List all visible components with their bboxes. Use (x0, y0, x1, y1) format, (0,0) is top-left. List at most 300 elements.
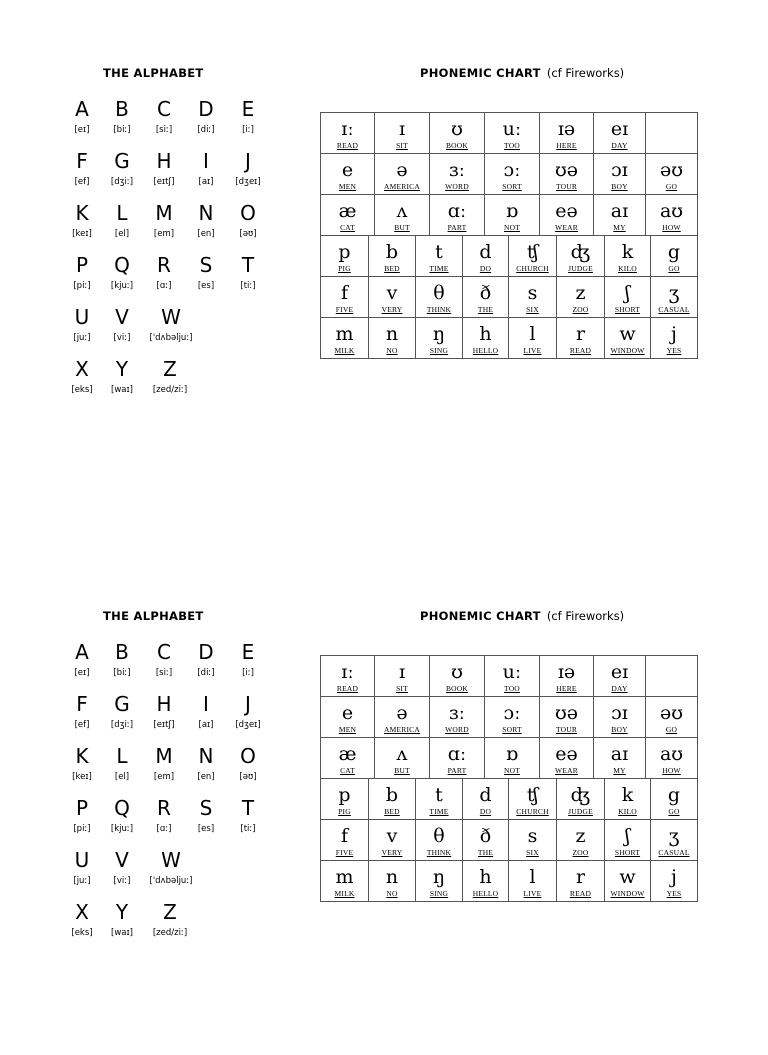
alphabet-letter-cell (228, 693, 268, 731)
alphabet-letter-cell (62, 693, 102, 731)
phoneme-symbol: j (671, 323, 677, 345)
alphabet-letter-cell (62, 901, 102, 939)
consonant-cell (415, 276, 462, 317)
consonant-cell (556, 317, 604, 358)
alphabet-letter: I (203, 692, 209, 716)
alphabet-letter: Z (163, 900, 177, 924)
example-word: HOW (662, 223, 681, 232)
example-word: BOOK (445, 684, 469, 693)
alphabet-letter: K (75, 744, 89, 768)
example-word: WORD (445, 725, 469, 734)
phoneme-symbol: ɑː (447, 743, 467, 765)
phonemic-chart-subtitle: (cf Fireworks) (546, 609, 625, 623)
alphabet-letter: P (75, 253, 89, 277)
example-word: SIX (526, 848, 539, 857)
section-1 (0, 0, 768, 512)
consonant-cell (508, 235, 556, 276)
example-word: BOY (611, 725, 628, 734)
alphabet-letter-cell (62, 202, 102, 240)
alphabet-pronunciation: [ɑː] (156, 824, 172, 834)
phoneme-symbol: aʊ (659, 200, 684, 222)
alphabet-letter: X (75, 900, 89, 924)
alphabet-letter-cell (144, 797, 184, 835)
phoneme-symbol: ʒ (668, 282, 680, 304)
example-word: PIG (338, 807, 351, 816)
alphabet-pronunciation: [kjuː] (110, 824, 134, 834)
alphabet-letter: Q (114, 253, 130, 277)
phonemic-chart-heading: PHONEMIC CHART (420, 609, 541, 623)
consonant-cell (556, 235, 604, 276)
phoneme-symbol: d (479, 784, 492, 806)
alphabet-pronunciation: [əʊ] (239, 772, 257, 782)
alphabet-letter: L (116, 744, 128, 768)
phoneme-symbol: aɪ (610, 200, 629, 222)
alphabet-letter: R (157, 253, 171, 277)
example-word: CAT (340, 223, 355, 232)
alphabet-letter: G (114, 149, 130, 173)
phoneme-symbol: s (527, 282, 538, 304)
alphabet-letter-cell (228, 150, 268, 188)
example-word: WINDOW (610, 346, 645, 355)
example-word: READ (336, 141, 359, 150)
alphabet-pronunciation: [tiː] (240, 824, 256, 834)
phoneme-symbol: ʧ (526, 241, 539, 263)
phonemic-chart-title (420, 609, 624, 623)
alphabet-letter-cell (144, 254, 184, 292)
phoneme-symbol: z (575, 825, 586, 847)
alphabet-pronunciation: [diː] (197, 668, 215, 678)
alphabet-letter: Q (114, 796, 130, 820)
alphabet-letter: A (75, 97, 89, 121)
example-word: JUDGE (568, 807, 593, 816)
phoneme-symbol: w (619, 866, 636, 888)
consonant-cell (508, 778, 556, 819)
vowel-cell (429, 194, 484, 235)
example-word: VERY (381, 848, 403, 857)
vowel-cell (374, 655, 429, 696)
alphabet-letter-cell (62, 641, 102, 679)
vowel-cell (593, 655, 645, 696)
phoneme-symbol: eɪ (610, 661, 629, 683)
phoneme-symbol: eɪ (610, 118, 629, 140)
example-word: READ (569, 889, 592, 898)
vowel-cell (484, 655, 539, 696)
phoneme-symbol: b (385, 784, 399, 806)
example-word: TOO (504, 141, 520, 150)
example-word: CAT (340, 766, 355, 775)
consonant-cell (556, 819, 604, 860)
alphabet-letter: S (199, 796, 213, 820)
phoneme-symbol: h (479, 866, 492, 888)
phoneme-symbol: ɔː (503, 159, 521, 181)
consonant-cell (556, 276, 604, 317)
alphabet-pronunciation: ['dʌbəljuː] (149, 876, 193, 886)
phoneme-symbol: ʤ (570, 784, 591, 806)
consonant-cell (368, 778, 415, 819)
alphabet-letter: D (198, 97, 214, 121)
phoneme-symbol: ə (396, 159, 408, 181)
phoneme-symbol: ʊ (451, 118, 463, 140)
example-word: TOUR (555, 182, 578, 191)
phonemic-chart-title (420, 66, 624, 80)
alphabet-letter-cell (140, 901, 200, 939)
phoneme-symbol: m (335, 866, 354, 888)
alphabet-pronunciation: [viː] (113, 876, 131, 886)
phoneme-symbol: ɪ (398, 118, 406, 140)
phoneme-symbol: ɪə (557, 118, 576, 140)
vowel-row (320, 194, 698, 235)
consonant-cell (604, 276, 650, 317)
alphabet-pronunciation: [juː] (73, 876, 91, 886)
consonant-row (320, 778, 698, 819)
alphabet-letter-cell (144, 150, 184, 188)
alphabet-letter-cell (228, 254, 268, 292)
alphabet-letter: B (115, 640, 129, 664)
alphabet-letter-cell (102, 901, 142, 939)
alphabet-pronunciation: [kjuː] (110, 281, 134, 291)
example-word: KILO (618, 264, 637, 273)
consonant-cell (320, 276, 368, 317)
consonant-cell (368, 860, 415, 901)
alphabet-pronunciation: [ɑː] (156, 281, 172, 291)
phoneme-symbol: ɪə (557, 661, 576, 683)
alphabet-pronunciation: [waɪ] (111, 928, 133, 938)
example-word: SING (429, 889, 449, 898)
alphabet-letter-cell (186, 202, 226, 240)
alphabet-pronunciation: [eks] (71, 928, 93, 938)
phoneme-symbol: ʊə (554, 702, 579, 724)
consonant-cell (320, 860, 368, 901)
alphabet-pronunciation: [keɪ] (72, 772, 92, 782)
example-word: GO (665, 182, 678, 191)
consonant-cell (415, 235, 462, 276)
alphabet-letter-cell (186, 745, 226, 783)
alphabet-pronunciation: [iː] (242, 668, 254, 678)
alphabet-letter: I (203, 149, 209, 173)
vowel-cell (320, 737, 374, 778)
alphabet-letter: O (240, 744, 256, 768)
consonant-cell (650, 860, 698, 901)
example-word: SORT (502, 182, 522, 191)
example-word: WEAR (555, 223, 578, 232)
alphabet-letter-cell (62, 797, 102, 835)
example-word: SING (429, 346, 449, 355)
vowel-cell (645, 737, 698, 778)
phoneme-symbol: v (386, 825, 398, 847)
alphabet-pronunciation: [eɪtʃ] (153, 720, 175, 730)
consonant-cell (650, 819, 698, 860)
example-word: LIVE (523, 346, 542, 355)
phoneme-symbol: l (529, 323, 536, 345)
example-word: LIVE (523, 889, 542, 898)
example-word: KILO (618, 807, 637, 816)
consonant-cell (415, 819, 462, 860)
example-word: MILK (334, 346, 355, 355)
alphabet-letter: V (115, 305, 129, 329)
consonant-cell (556, 860, 604, 901)
phoneme-symbol: ə (396, 702, 408, 724)
phoneme-symbol: k (621, 784, 634, 806)
phoneme-symbol: ʌ (396, 743, 408, 765)
alphabet-letter-cell (62, 849, 102, 887)
alphabet-pronunciation: [es] (197, 281, 215, 291)
alphabet-letter: Y (115, 357, 129, 381)
alphabet-letter-cell (102, 358, 142, 396)
example-word: WORD (445, 182, 469, 191)
example-word: PART (447, 766, 467, 775)
example-word: WEAR (555, 766, 578, 775)
consonant-cell (604, 235, 650, 276)
vowel-cell (539, 194, 593, 235)
alphabet-letter: L (116, 201, 128, 225)
consonant-cell (368, 819, 415, 860)
phoneme-symbol: aɪ (610, 743, 629, 765)
alphabet-letter-cell (102, 98, 142, 136)
phoneme-symbol: r (575, 866, 586, 888)
vowel-cell (539, 153, 593, 194)
empty-cell (645, 655, 698, 696)
vowel-cell (429, 153, 484, 194)
phoneme-symbol: f (340, 282, 349, 304)
chart-bottom-border (320, 901, 698, 902)
consonant-cell (650, 235, 698, 276)
vowel-cell (539, 737, 593, 778)
consonant-cell (320, 819, 368, 860)
vowel-cell (374, 194, 429, 235)
alphabet-letter-cell (102, 693, 142, 731)
alphabet-pronunciation: [tiː] (240, 281, 256, 291)
vowel-cell (429, 655, 484, 696)
vowel-cell (374, 737, 429, 778)
vowel-row (320, 737, 698, 778)
phoneme-symbol: w (619, 323, 636, 345)
phoneme-symbol: ð (479, 825, 492, 847)
phoneme-symbol: ʧ (526, 784, 539, 806)
consonant-cell (650, 276, 698, 317)
vowel-cell (593, 696, 645, 737)
alphabet-pronunciation: [en] (197, 772, 215, 782)
example-word: YES (666, 346, 682, 355)
alphabet-pronunciation: [eɪtʃ] (153, 177, 175, 187)
consonant-row (320, 235, 698, 276)
consonant-cell (462, 778, 508, 819)
alphabet-letter-cell (102, 641, 142, 679)
example-word: MEN (338, 182, 357, 191)
alphabet-pronunciation: [iː] (242, 125, 254, 135)
alphabet-letter: N (198, 201, 214, 225)
alphabet-letter-cell (186, 254, 226, 292)
alphabet-pronunciation: [eɪ] (74, 668, 90, 678)
consonant-cell (604, 860, 650, 901)
example-word: HOW (662, 766, 681, 775)
example-word: MY (613, 223, 626, 232)
example-word: HERE (556, 141, 577, 150)
chart-bottom-border (320, 358, 698, 359)
phoneme-symbol: ʃ (624, 282, 631, 304)
phoneme-symbol: ɜː (448, 159, 466, 181)
example-word: SIT (396, 684, 408, 693)
example-word: SIX (526, 305, 539, 314)
consonant-cell (508, 276, 556, 317)
alphabet-pronunciation: [es] (197, 824, 215, 834)
phoneme-symbol: ʤ (570, 241, 591, 263)
phoneme-symbol: g (667, 784, 681, 806)
phonemic-chart-heading: PHONEMIC CHART (420, 66, 541, 80)
alphabet-letter-cell (228, 745, 268, 783)
phoneme-symbol: eə (555, 743, 578, 765)
phoneme-symbol: ʒ (668, 825, 680, 847)
phoneme-symbol: d (479, 241, 492, 263)
consonant-row (320, 860, 698, 901)
alphabet-pronunciation: [juː] (73, 333, 91, 343)
alphabet-letter-cell (228, 797, 268, 835)
example-word: CASUAL (658, 305, 690, 314)
alphabet-letter: D (198, 640, 214, 664)
alphabet-title: THE ALPHABET (103, 609, 204, 623)
consonant-cell (415, 860, 462, 901)
vowel-cell (374, 696, 429, 737)
example-word: DAY (611, 684, 628, 693)
alphabet-pronunciation: [ef] (74, 720, 90, 730)
vowel-cell (539, 696, 593, 737)
vowel-cell (593, 737, 645, 778)
vowel-row (320, 655, 698, 696)
vowel-cell (539, 112, 593, 153)
phoneme-symbol: ɪ (398, 661, 406, 683)
vowel-cell (429, 112, 484, 153)
alphabet-letter-cell (102, 745, 142, 783)
vowel-cell (320, 194, 374, 235)
phoneme-symbol: k (621, 241, 634, 263)
consonant-row (320, 819, 698, 860)
alphabet-letter-cell (62, 745, 102, 783)
alphabet-letter: W (161, 848, 181, 872)
example-word: DO (479, 807, 492, 816)
alphabet-letter: F (76, 692, 88, 716)
alphabet-title: THE ALPHABET (103, 66, 204, 80)
phoneme-symbol: æ (338, 743, 357, 765)
example-word: AMERICA (384, 725, 420, 734)
vowel-row (320, 112, 698, 153)
consonant-cell (508, 819, 556, 860)
alphabet-pronunciation: [waɪ] (111, 385, 133, 395)
alphabet-letter-cell (144, 693, 184, 731)
example-word: BUT (394, 766, 410, 775)
example-word: HELLO (472, 889, 499, 898)
alphabet-pronunciation: [əʊ] (239, 229, 257, 239)
example-word: CASUAL (658, 848, 690, 857)
consonant-cell (462, 276, 508, 317)
consonant-cell (650, 778, 698, 819)
alphabet-pronunciation: [aɪ] (198, 720, 214, 730)
phoneme-symbol: t (435, 241, 443, 263)
alphabet-letter: B (115, 97, 129, 121)
alphabet-pronunciation: ['dʌbəljuː] (149, 333, 193, 343)
example-word: MY (613, 766, 626, 775)
phoneme-symbol: uː (502, 661, 522, 683)
alphabet-letter-cell (136, 849, 206, 887)
example-word: THINK (426, 305, 452, 314)
vowel-cell (374, 112, 429, 153)
phoneme-symbol: ɒ (505, 200, 519, 222)
alphabet-letter: M (155, 201, 173, 225)
vowel-cell (429, 737, 484, 778)
example-word: JUDGE (568, 264, 593, 273)
example-word: CHURCH (516, 264, 549, 273)
vowel-cell (539, 655, 593, 696)
consonant-cell (462, 860, 508, 901)
vowel-cell (645, 194, 698, 235)
phoneme-symbol: θ (433, 282, 445, 304)
alphabet-letter: O (240, 201, 256, 225)
alphabet-letter: J (245, 149, 251, 173)
vowel-cell (484, 153, 539, 194)
phoneme-symbol: e (341, 159, 354, 181)
consonant-cell (320, 778, 368, 819)
example-word: TIME (429, 807, 449, 816)
alphabet-letter-cell (186, 693, 226, 731)
phoneme-symbol: ɪː (341, 118, 354, 140)
alphabet-pronunciation: [dʒeɪ] (235, 177, 261, 187)
example-word: THE (477, 305, 494, 314)
phoneme-symbol: æ (338, 200, 357, 222)
phoneme-symbol: ɔɪ (611, 159, 628, 181)
alphabet-letter-cell (102, 797, 142, 835)
example-word: NO (386, 889, 398, 898)
alphabet-letter-cell (62, 98, 102, 136)
consonant-cell (604, 778, 650, 819)
alphabet-letter-cell (144, 202, 184, 240)
phoneme-symbol: n (385, 866, 399, 888)
phoneme-symbol: h (479, 323, 492, 345)
alphabet-letter: R (157, 796, 171, 820)
vowel-cell (320, 112, 374, 153)
example-word: DAY (611, 141, 628, 150)
alphabet-pronunciation: [diː] (197, 125, 215, 135)
alphabet-letter: Y (115, 900, 129, 924)
phoneme-symbol: əʊ (659, 702, 684, 724)
alphabet-letter-cell (102, 254, 142, 292)
alphabet-letter: K (75, 201, 89, 225)
phoneme-symbol: z (575, 282, 586, 304)
alphabet-letter: Z (163, 357, 177, 381)
example-word: FIVE (335, 848, 354, 857)
example-word: TIME (429, 264, 449, 273)
vowel-row (320, 696, 698, 737)
example-word: DO (479, 264, 492, 273)
phoneme-symbol: l (529, 866, 536, 888)
example-word: BED (384, 807, 400, 816)
phoneme-symbol: m (335, 323, 354, 345)
example-word: TOUR (555, 725, 578, 734)
consonant-cell (462, 317, 508, 358)
example-word: SHORT (614, 305, 641, 314)
phoneme-symbol: ʊ (451, 661, 463, 683)
phoneme-symbol: uː (502, 118, 522, 140)
phoneme-symbol: ʌ (396, 200, 408, 222)
phoneme-symbol: ɑː (447, 200, 467, 222)
alphabet-letter-cell (186, 98, 226, 136)
alphabet-letter: X (75, 357, 89, 381)
alphabet-letter-cell (62, 150, 102, 188)
alphabet-pronunciation: [dʒiː] (110, 177, 134, 187)
phoneme-symbol: p (338, 241, 351, 263)
example-word: HELLO (472, 346, 499, 355)
example-word: ZOO (572, 305, 589, 314)
alphabet-letter-cell (62, 306, 102, 344)
alphabet-letter: A (75, 640, 89, 664)
alphabet-letter: S (199, 253, 213, 277)
